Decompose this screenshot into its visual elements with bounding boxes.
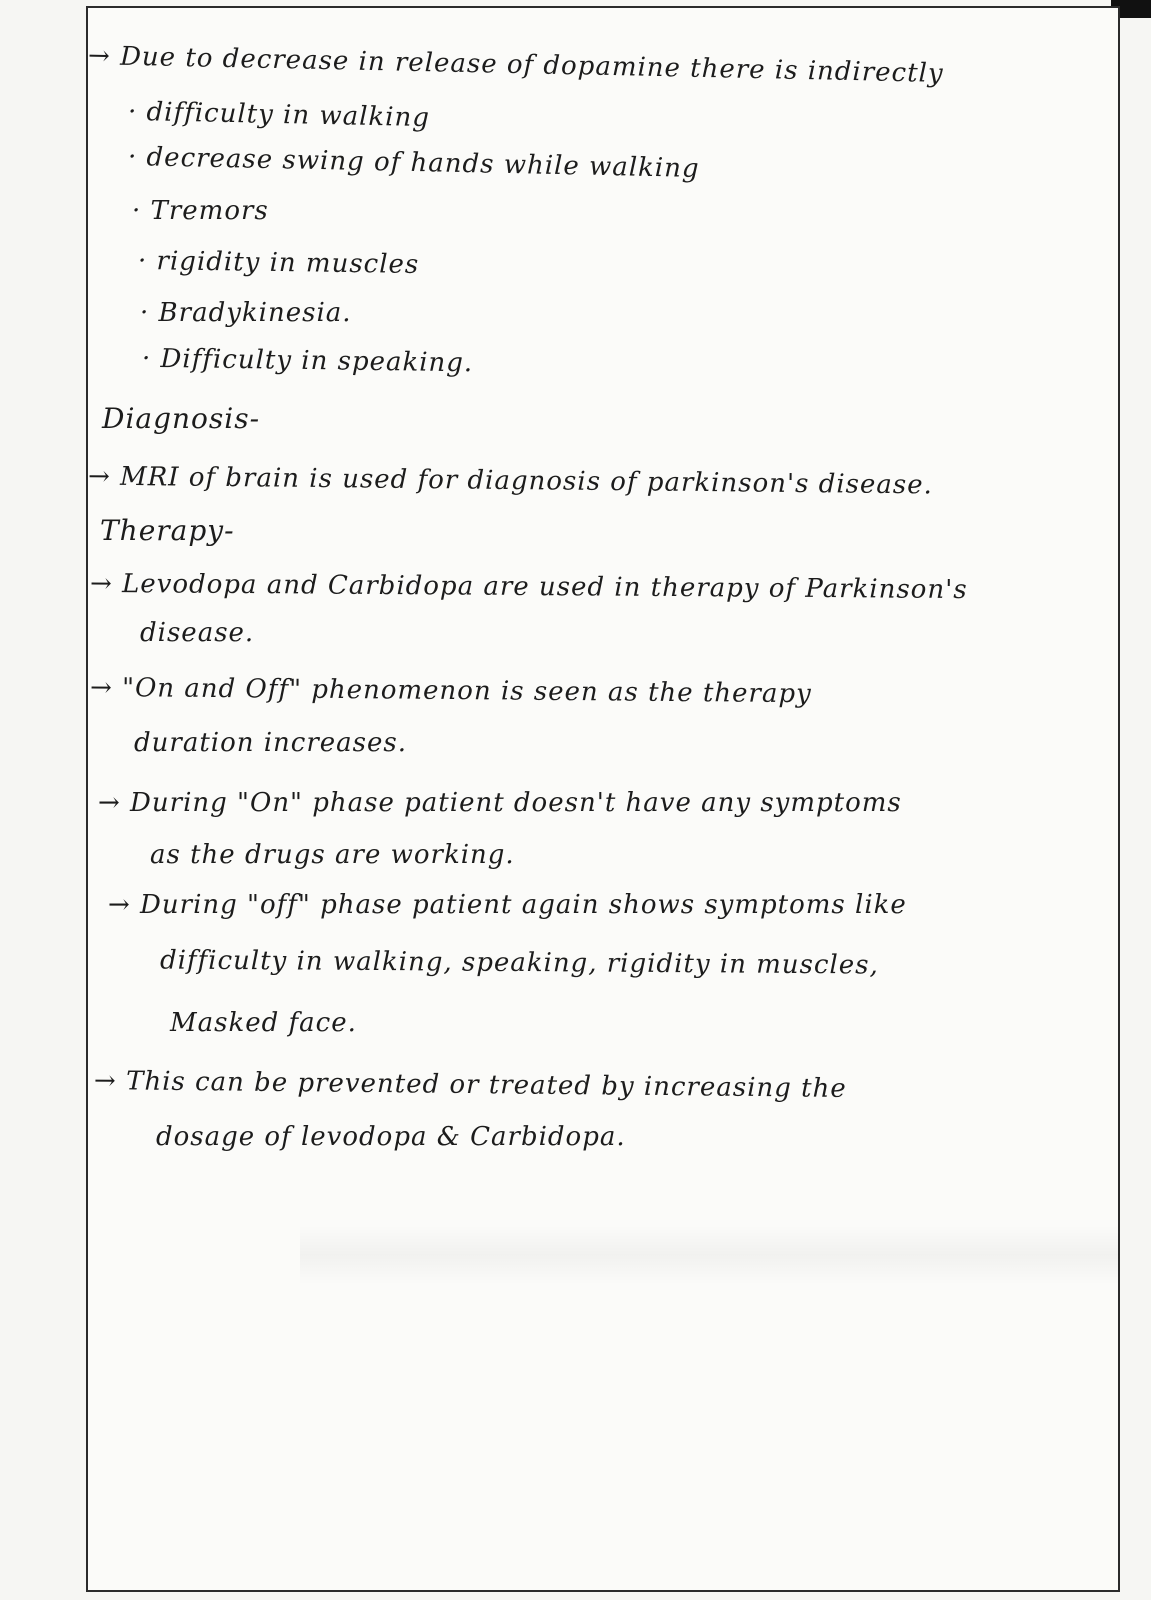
therapy-line: → During "off" phase patient again shows symptoms like	[108, 890, 907, 920]
therapy-line: → "On and Off" phenomenon is seen as the therapy	[89, 672, 812, 710]
symptom-item: · Tremors	[132, 196, 269, 226]
therapy-line: duration increases.	[134, 728, 408, 758]
paper-shadow	[300, 1225, 1120, 1285]
therapy-line: difficulty in walking, speaking, rigidity in muscles,	[159, 945, 879, 981]
symptom-item: · decrease swing of hands while walking	[127, 142, 700, 184]
diagnosis-heading: Diagnosis-	[102, 402, 261, 435]
therapy-line: → Levodopa and Carbidopa are used in therapy of Parkinson's	[89, 568, 968, 606]
intro-line: → Due to decrease in release of dopamine there is indirectly	[87, 41, 944, 89]
symptom-item: · rigidity in muscles	[137, 246, 420, 280]
therapy-line: → During "On" phase patient doesn't have any symptoms	[98, 788, 902, 818]
symptom-item: · difficulty in walking	[127, 96, 431, 134]
therapy-line: → This can be prevented or treated by increasing the	[93, 1066, 847, 1104]
therapy-line: dosage of levodopa & Carbidopa.	[156, 1122, 626, 1152]
symptom-item: · Difficulty in speaking.	[141, 343, 474, 379]
diagnosis-line: → MRI of brain is used for diagnosis of parkinson's disease.	[87, 461, 934, 501]
therapy-heading: Therapy-	[100, 514, 235, 547]
therapy-line: disease.	[140, 618, 255, 648]
therapy-line: as the drugs are working.	[150, 840, 515, 870]
symptom-item: · Bradykinesia.	[140, 298, 352, 328]
therapy-line: Masked face.	[170, 1008, 357, 1038]
